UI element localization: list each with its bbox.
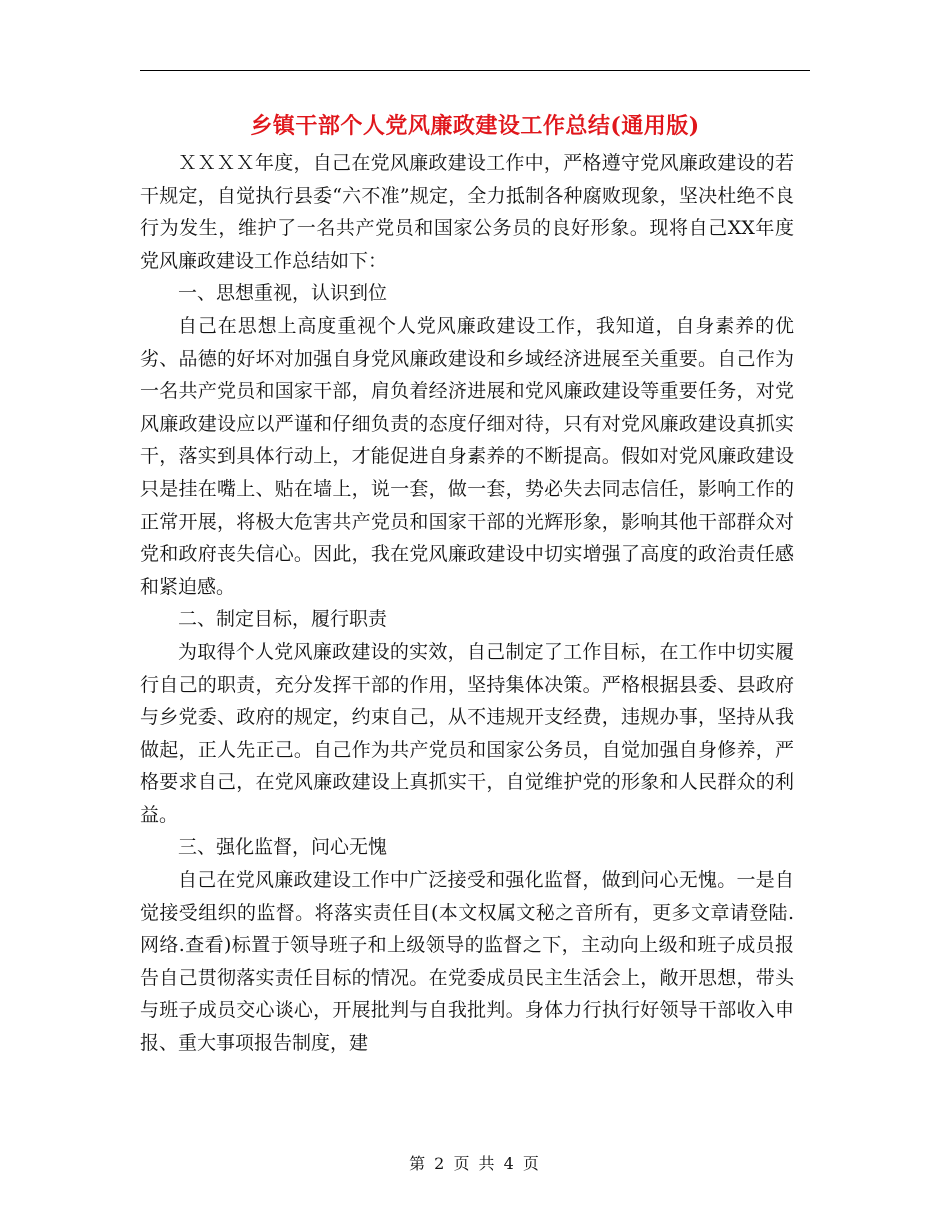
section-heading-1: 一、思想重视，认识到位 <box>178 282 388 305</box>
document-body <box>140 147 794 1060</box>
section-heading-3: 三、强化监督，问心无愧 <box>178 836 388 859</box>
section-2-paragraph: 为取得个人党风廉政建设的实效，自己制定了工作目标，在工作中切实履行自己的职责，充分发挥干部的作用，坚持集体决策。严格根据县委、县政府与乡党委、政府的规定，约束自己，从不违规开支经费，违规办事，坚持从我做起，正人先正己。自己作为共产党员和国家公务员，自觉加强自身修养，严格要求自己，在党风廉政建设上真抓实干，自觉维护党的形象和人民群众的利益。 <box>140 640 794 826</box>
header-rule <box>140 70 810 71</box>
section-heading-2: 二、制定目标，履行职责 <box>178 608 388 631</box>
intro-paragraph: ＸＸＸＸ年度，自己在党风廉政建设工作中，严格遵守党风廉政建设的若干规定，自觉执行县委“六不准”规定，全力抵制各种腐败现象，坚决杜绝不良行为发生，维护了一名共产党员和国家公务员的良好形象。现将自己XX年度党风廉政建设工作总结如下： <box>140 152 794 272</box>
section-1-paragraph: 自己在思想上高度重视个人党风廉政建设工作，我知道，自身素养的优劣、品德的好坏对加强自身党风廉政建设和乡域经济进展至关重要。自己作为一名共产党员和国家干部，肩负着经济进展和党风廉政建设等重要任务，对党风廉政建设应以严谨和仔细负责的态度仔细对待，只有对党风廉政建设真抓实干，落实到具体行动上，才能促进自身素养的不断提高。假如对党风廉政建设只是挂在嘴上、贴在墙上，说一套，做一套，势必失去同志信任，影响工作的正常开展，将极大危害共产党员和国家干部的光辉形象，影响其他干部群众对党和政府丧失信心。因此，我在党风廉政建设中切实增强了高度的政治责任感和紧迫感。 <box>140 314 794 598</box>
section-3-paragraph: 自己在党风廉政建设工作中广泛接受和强化监督，做到问心无愧。一是自觉接受组织的监督。将落实责任目(本文权属文秘之音所有，更多文章请登陆.网络.查看)标置于领导班子和上级领导的监督之下，主动向上级和班子成员报告自己贯彻落实责任目标的情况。在党委成员民主生活会上，敞开思想，带头与班子成员交心谈心，开展批判与自我批判。身体力行执行好领导干部收入申报、重大事项报告制度，建 <box>140 869 794 1055</box>
document-title: 乡镇干部个人党风廉政建设工作总结(通用版) <box>250 113 700 139</box>
page-number: 第 2 页 共 4 页 <box>409 1154 541 1173</box>
